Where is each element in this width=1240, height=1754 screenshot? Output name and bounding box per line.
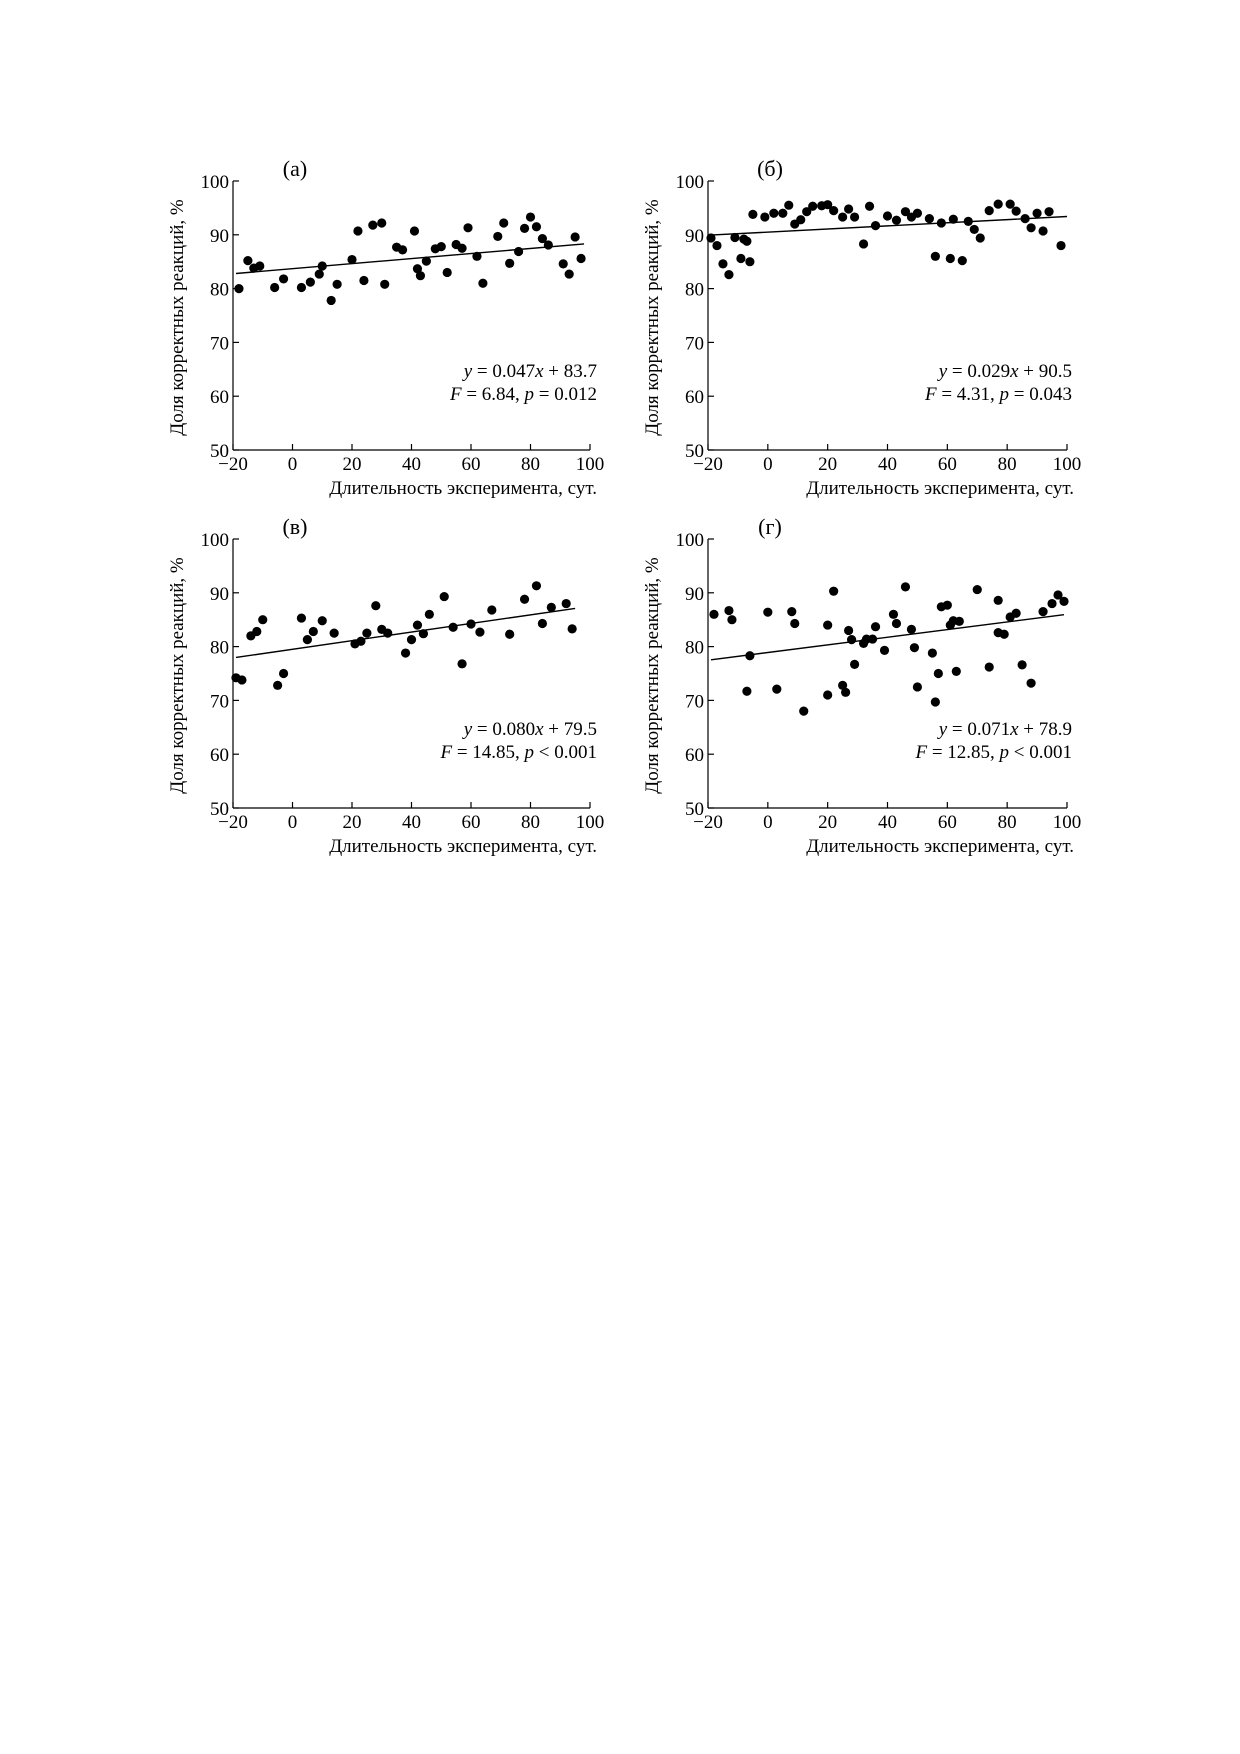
stats-part: F <box>440 742 453 763</box>
regression-equation <box>462 361 597 382</box>
data-point <box>457 659 466 668</box>
data-point <box>425 610 434 619</box>
data-point <box>889 610 898 619</box>
panel-label: (в) <box>282 514 308 539</box>
data-point <box>1032 209 1041 218</box>
data-point <box>850 212 859 221</box>
data-point <box>532 581 541 590</box>
y-tick-label: 70 <box>685 691 704 713</box>
scatter-panel-4 <box>642 514 1081 857</box>
regression-equation <box>937 361 1072 382</box>
data-point <box>1018 660 1027 669</box>
data-point <box>416 271 425 280</box>
panel-label: (г) <box>758 514 782 539</box>
x-tick-label: 100 <box>1052 454 1082 475</box>
data-point <box>234 284 243 293</box>
equation-part: x <box>535 361 544 382</box>
x-axis-label: Длительность эксперимента, сут. <box>806 836 1074 857</box>
data-point <box>1027 679 1036 688</box>
x-tick-label: 20 <box>342 812 362 833</box>
data-point <box>934 669 943 678</box>
data-point <box>309 627 318 636</box>
data-point <box>847 635 856 644</box>
data-point <box>1047 599 1056 608</box>
data-point <box>958 256 967 265</box>
data-point <box>901 582 910 591</box>
data-point <box>297 283 306 292</box>
y-tick-label: 70 <box>685 333 704 355</box>
data-point <box>538 619 547 628</box>
data-point <box>279 274 288 283</box>
data-point <box>520 595 529 604</box>
data-point <box>333 280 342 289</box>
equation-part: + 83.7 <box>543 361 597 382</box>
y-tick-label: 100 <box>200 172 229 193</box>
data-point <box>303 635 312 644</box>
data-point <box>937 218 946 227</box>
data-point <box>505 259 514 268</box>
regression-equation <box>462 719 597 740</box>
x-axis-label: Длительность эксперимента, сут. <box>329 478 597 499</box>
data-point <box>410 226 419 235</box>
data-point <box>565 269 574 278</box>
y-tick-label: 90 <box>210 225 229 247</box>
y-axis-label: Доля корректных реакций, % <box>167 557 188 794</box>
data-point <box>559 259 568 268</box>
data-point <box>457 244 466 253</box>
data-point <box>955 617 964 626</box>
panel-label: (а) <box>282 156 308 181</box>
data-point <box>709 610 718 619</box>
data-point <box>868 634 877 643</box>
stats-part: p <box>524 384 535 405</box>
regression-stats <box>449 384 597 405</box>
data-point <box>472 252 481 261</box>
equation-part: y <box>938 361 948 382</box>
equation-part: x <box>1010 361 1019 382</box>
data-point <box>787 607 796 616</box>
data-point <box>1038 226 1047 235</box>
stats-part: = 12.85, <box>927 742 1000 763</box>
y-tick-label: 60 <box>210 387 229 409</box>
data-point <box>871 622 880 631</box>
stats-part: < 0.001 <box>1009 742 1072 763</box>
data-point <box>330 629 339 638</box>
data-point <box>362 629 371 638</box>
x-tick-label: 20 <box>818 812 838 833</box>
data-point <box>398 245 407 254</box>
data-point <box>419 629 428 638</box>
data-point <box>443 268 452 277</box>
data-point <box>850 660 859 669</box>
x-tick-label: 40 <box>402 454 421 475</box>
x-tick-label: 40 <box>878 812 897 833</box>
y-tick-label: 60 <box>685 387 704 409</box>
data-point <box>377 218 386 227</box>
equation-part: x <box>1010 719 1019 740</box>
y-tick-label: 50 <box>685 799 704 820</box>
data-point <box>859 239 868 248</box>
x-tick-label: 60 <box>461 812 481 833</box>
data-point <box>985 206 994 215</box>
data-point <box>255 261 264 270</box>
data-point <box>748 210 757 219</box>
data-point <box>784 201 793 210</box>
stats-part: = 14.85, <box>452 742 525 763</box>
data-point <box>258 615 267 624</box>
data-point <box>306 278 315 287</box>
equation-part: y <box>938 719 948 740</box>
data-point <box>964 217 973 226</box>
data-point <box>413 620 422 629</box>
data-point <box>1038 607 1047 616</box>
data-point <box>844 626 853 635</box>
equation-part: = 0.071 <box>947 719 1011 740</box>
data-point <box>532 222 541 231</box>
y-tick-label: 80 <box>210 637 229 659</box>
y-tick-label: 90 <box>685 225 704 247</box>
panel-label: (б) <box>757 156 783 181</box>
data-point <box>505 630 514 639</box>
regression-stats <box>914 742 1072 763</box>
scatter-panel-3 <box>167 514 604 857</box>
y-tick-label: 80 <box>210 279 229 301</box>
x-tick-label: 80 <box>997 454 1017 475</box>
x-axis-label: Длительность эксперимента, сут. <box>329 836 597 857</box>
y-axis-label: Доля корректных реакций, % <box>167 199 188 436</box>
data-point <box>562 599 571 608</box>
x-tick-label: −20 <box>693 454 723 475</box>
data-point <box>407 635 416 644</box>
regression-stats <box>924 384 1072 405</box>
equation-part: = 0.029 <box>947 361 1011 382</box>
data-point <box>347 255 356 264</box>
y-tick-label: 90 <box>210 583 229 605</box>
data-point <box>237 675 246 684</box>
data-point <box>1044 207 1053 216</box>
data-point <box>760 212 769 221</box>
data-point <box>712 241 721 250</box>
data-point <box>745 257 754 266</box>
data-point <box>736 254 745 263</box>
x-tick-label: 60 <box>937 812 957 833</box>
data-point <box>841 688 850 697</box>
y-tick-label: 50 <box>210 799 229 820</box>
data-point <box>475 627 484 636</box>
data-point <box>763 608 772 617</box>
data-point <box>270 283 279 292</box>
stats-part: = 0.043 <box>1009 384 1072 405</box>
equation-part: x <box>535 719 544 740</box>
data-point <box>353 226 362 235</box>
data-point <box>487 605 496 614</box>
data-point <box>297 613 306 622</box>
data-point <box>273 681 282 690</box>
x-tick-label: 60 <box>461 454 481 475</box>
data-point <box>742 237 751 246</box>
y-tick-label: 80 <box>685 279 704 301</box>
regression-line <box>236 244 584 274</box>
x-tick-label: 40 <box>878 454 897 475</box>
data-point <box>844 204 853 213</box>
data-point <box>568 624 577 633</box>
x-tick-label: −20 <box>693 812 723 833</box>
data-point <box>907 625 916 634</box>
data-point <box>576 254 585 263</box>
data-point <box>571 232 580 241</box>
data-point <box>796 215 805 224</box>
data-point <box>422 257 431 266</box>
data-point <box>544 240 553 249</box>
data-point <box>1000 630 1009 639</box>
equation-part: + 78.9 <box>1018 719 1072 740</box>
data-point <box>401 648 410 657</box>
data-point <box>913 682 922 691</box>
data-point <box>1012 207 1021 216</box>
x-tick-label: 0 <box>287 454 298 475</box>
data-point <box>931 697 940 706</box>
data-point <box>808 202 817 211</box>
y-tick-label: 90 <box>685 583 704 605</box>
data-point <box>449 623 458 632</box>
regression-stats <box>439 742 597 763</box>
stats-part: p <box>999 384 1010 405</box>
data-point <box>790 619 799 628</box>
data-point <box>985 662 994 671</box>
data-point <box>724 270 733 279</box>
x-tick-label: 60 <box>937 454 957 475</box>
data-point <box>976 233 985 242</box>
data-point <box>865 202 874 211</box>
data-point <box>772 685 781 694</box>
data-point <box>823 690 832 699</box>
data-point <box>252 627 261 636</box>
data-point <box>994 596 1003 605</box>
data-point <box>499 218 508 227</box>
data-point <box>359 276 368 285</box>
y-tick-label: 100 <box>200 530 229 551</box>
data-point <box>318 261 327 270</box>
x-tick-label: 0 <box>763 454 773 475</box>
y-tick-label: 70 <box>210 333 229 355</box>
data-point <box>949 215 958 224</box>
stats-part: p <box>999 742 1010 763</box>
data-point <box>1059 597 1068 606</box>
stats-part: = 4.31, <box>936 384 1000 405</box>
data-point <box>380 280 389 289</box>
equation-part: = 0.047 <box>472 361 536 382</box>
x-tick-label: 80 <box>997 812 1017 833</box>
stats-part: F <box>924 384 937 405</box>
x-tick-label: 100 <box>1052 812 1082 833</box>
data-point <box>1006 200 1015 209</box>
data-point <box>823 620 832 629</box>
x-tick-label: 100 <box>575 454 605 475</box>
equation-part: y <box>463 719 473 740</box>
data-point <box>520 224 529 233</box>
data-point <box>706 233 715 242</box>
y-tick-label: 50 <box>685 441 704 462</box>
data-point <box>440 592 449 601</box>
x-tick-label: 20 <box>818 454 838 475</box>
data-point <box>478 279 487 288</box>
data-point <box>437 242 446 251</box>
equation-part: y <box>463 361 473 382</box>
x-tick-label: 40 <box>402 812 421 833</box>
data-point <box>880 646 889 655</box>
data-point <box>742 687 751 696</box>
data-point <box>838 212 847 221</box>
data-point <box>952 667 961 676</box>
data-point <box>913 209 922 218</box>
x-tick-label: 20 <box>342 454 362 475</box>
data-point <box>1012 609 1021 618</box>
data-point <box>946 254 955 263</box>
y-tick-label: 70 <box>210 691 229 713</box>
stats-part: = 0.012 <box>534 384 597 405</box>
data-point <box>829 206 838 215</box>
data-point <box>466 619 475 628</box>
stats-part: p <box>524 742 535 763</box>
data-point <box>769 209 778 218</box>
y-tick-label: 80 <box>685 637 704 659</box>
data-point <box>368 221 377 230</box>
data-point <box>327 296 336 305</box>
data-point <box>943 601 952 610</box>
data-point <box>1056 241 1065 250</box>
stats-part: F <box>915 742 928 763</box>
data-point <box>745 651 754 660</box>
scatter-panel-2 <box>642 156 1081 499</box>
y-tick-label: 100 <box>675 172 704 193</box>
data-point <box>356 637 365 646</box>
data-point <box>514 247 523 256</box>
data-point <box>318 616 327 625</box>
data-point <box>718 259 727 268</box>
data-point <box>493 232 502 241</box>
data-point <box>829 587 838 596</box>
data-point <box>371 601 380 610</box>
x-axis-label: Длительность эксперимента, сут. <box>806 478 1074 499</box>
data-point <box>910 643 919 652</box>
regression-equation <box>937 719 1072 740</box>
data-point <box>724 606 733 615</box>
x-tick-label: 0 <box>763 812 773 833</box>
data-point <box>973 585 982 594</box>
equation-part: = 0.080 <box>472 719 536 740</box>
data-point <box>925 214 934 223</box>
data-point <box>799 707 808 716</box>
x-tick-label: 0 <box>287 812 298 833</box>
x-tick-label: −20 <box>218 812 248 833</box>
data-point <box>463 223 472 232</box>
stats-part: = 6.84, <box>461 384 525 405</box>
data-point <box>892 619 901 628</box>
data-point <box>931 252 940 261</box>
y-tick-label: 60 <box>685 745 704 767</box>
equation-part: + 90.5 <box>1018 361 1072 382</box>
data-point <box>871 221 880 230</box>
data-point <box>928 648 937 657</box>
y-tick-label: 60 <box>210 745 229 767</box>
stats-part: F <box>449 384 462 405</box>
data-point <box>315 269 324 278</box>
data-point <box>883 211 892 220</box>
data-point <box>970 225 979 234</box>
data-point <box>892 216 901 225</box>
x-tick-label: 80 <box>521 812 540 833</box>
x-tick-label: 80 <box>521 454 540 475</box>
stats-part: < 0.001 <box>534 742 597 763</box>
data-point <box>243 256 252 265</box>
data-point <box>730 233 739 242</box>
data-point <box>1021 214 1030 223</box>
data-point <box>994 200 1003 209</box>
data-point <box>383 629 392 638</box>
x-tick-label: −20 <box>218 454 248 475</box>
data-point <box>547 603 556 612</box>
y-tick-label: 50 <box>210 441 229 462</box>
data-point <box>778 209 787 218</box>
data-point <box>279 669 288 678</box>
data-point <box>727 615 736 624</box>
y-tick-label: 100 <box>675 530 704 551</box>
x-tick-label: 100 <box>575 812 605 833</box>
data-point <box>1027 223 1036 232</box>
y-axis-label: Доля корректных реакций, % <box>642 199 663 436</box>
scatter-panel-1 <box>167 156 604 499</box>
equation-part: + 79.5 <box>543 719 597 740</box>
data-point <box>526 212 535 221</box>
y-axis-label: Доля корректных реакций, % <box>642 557 663 794</box>
